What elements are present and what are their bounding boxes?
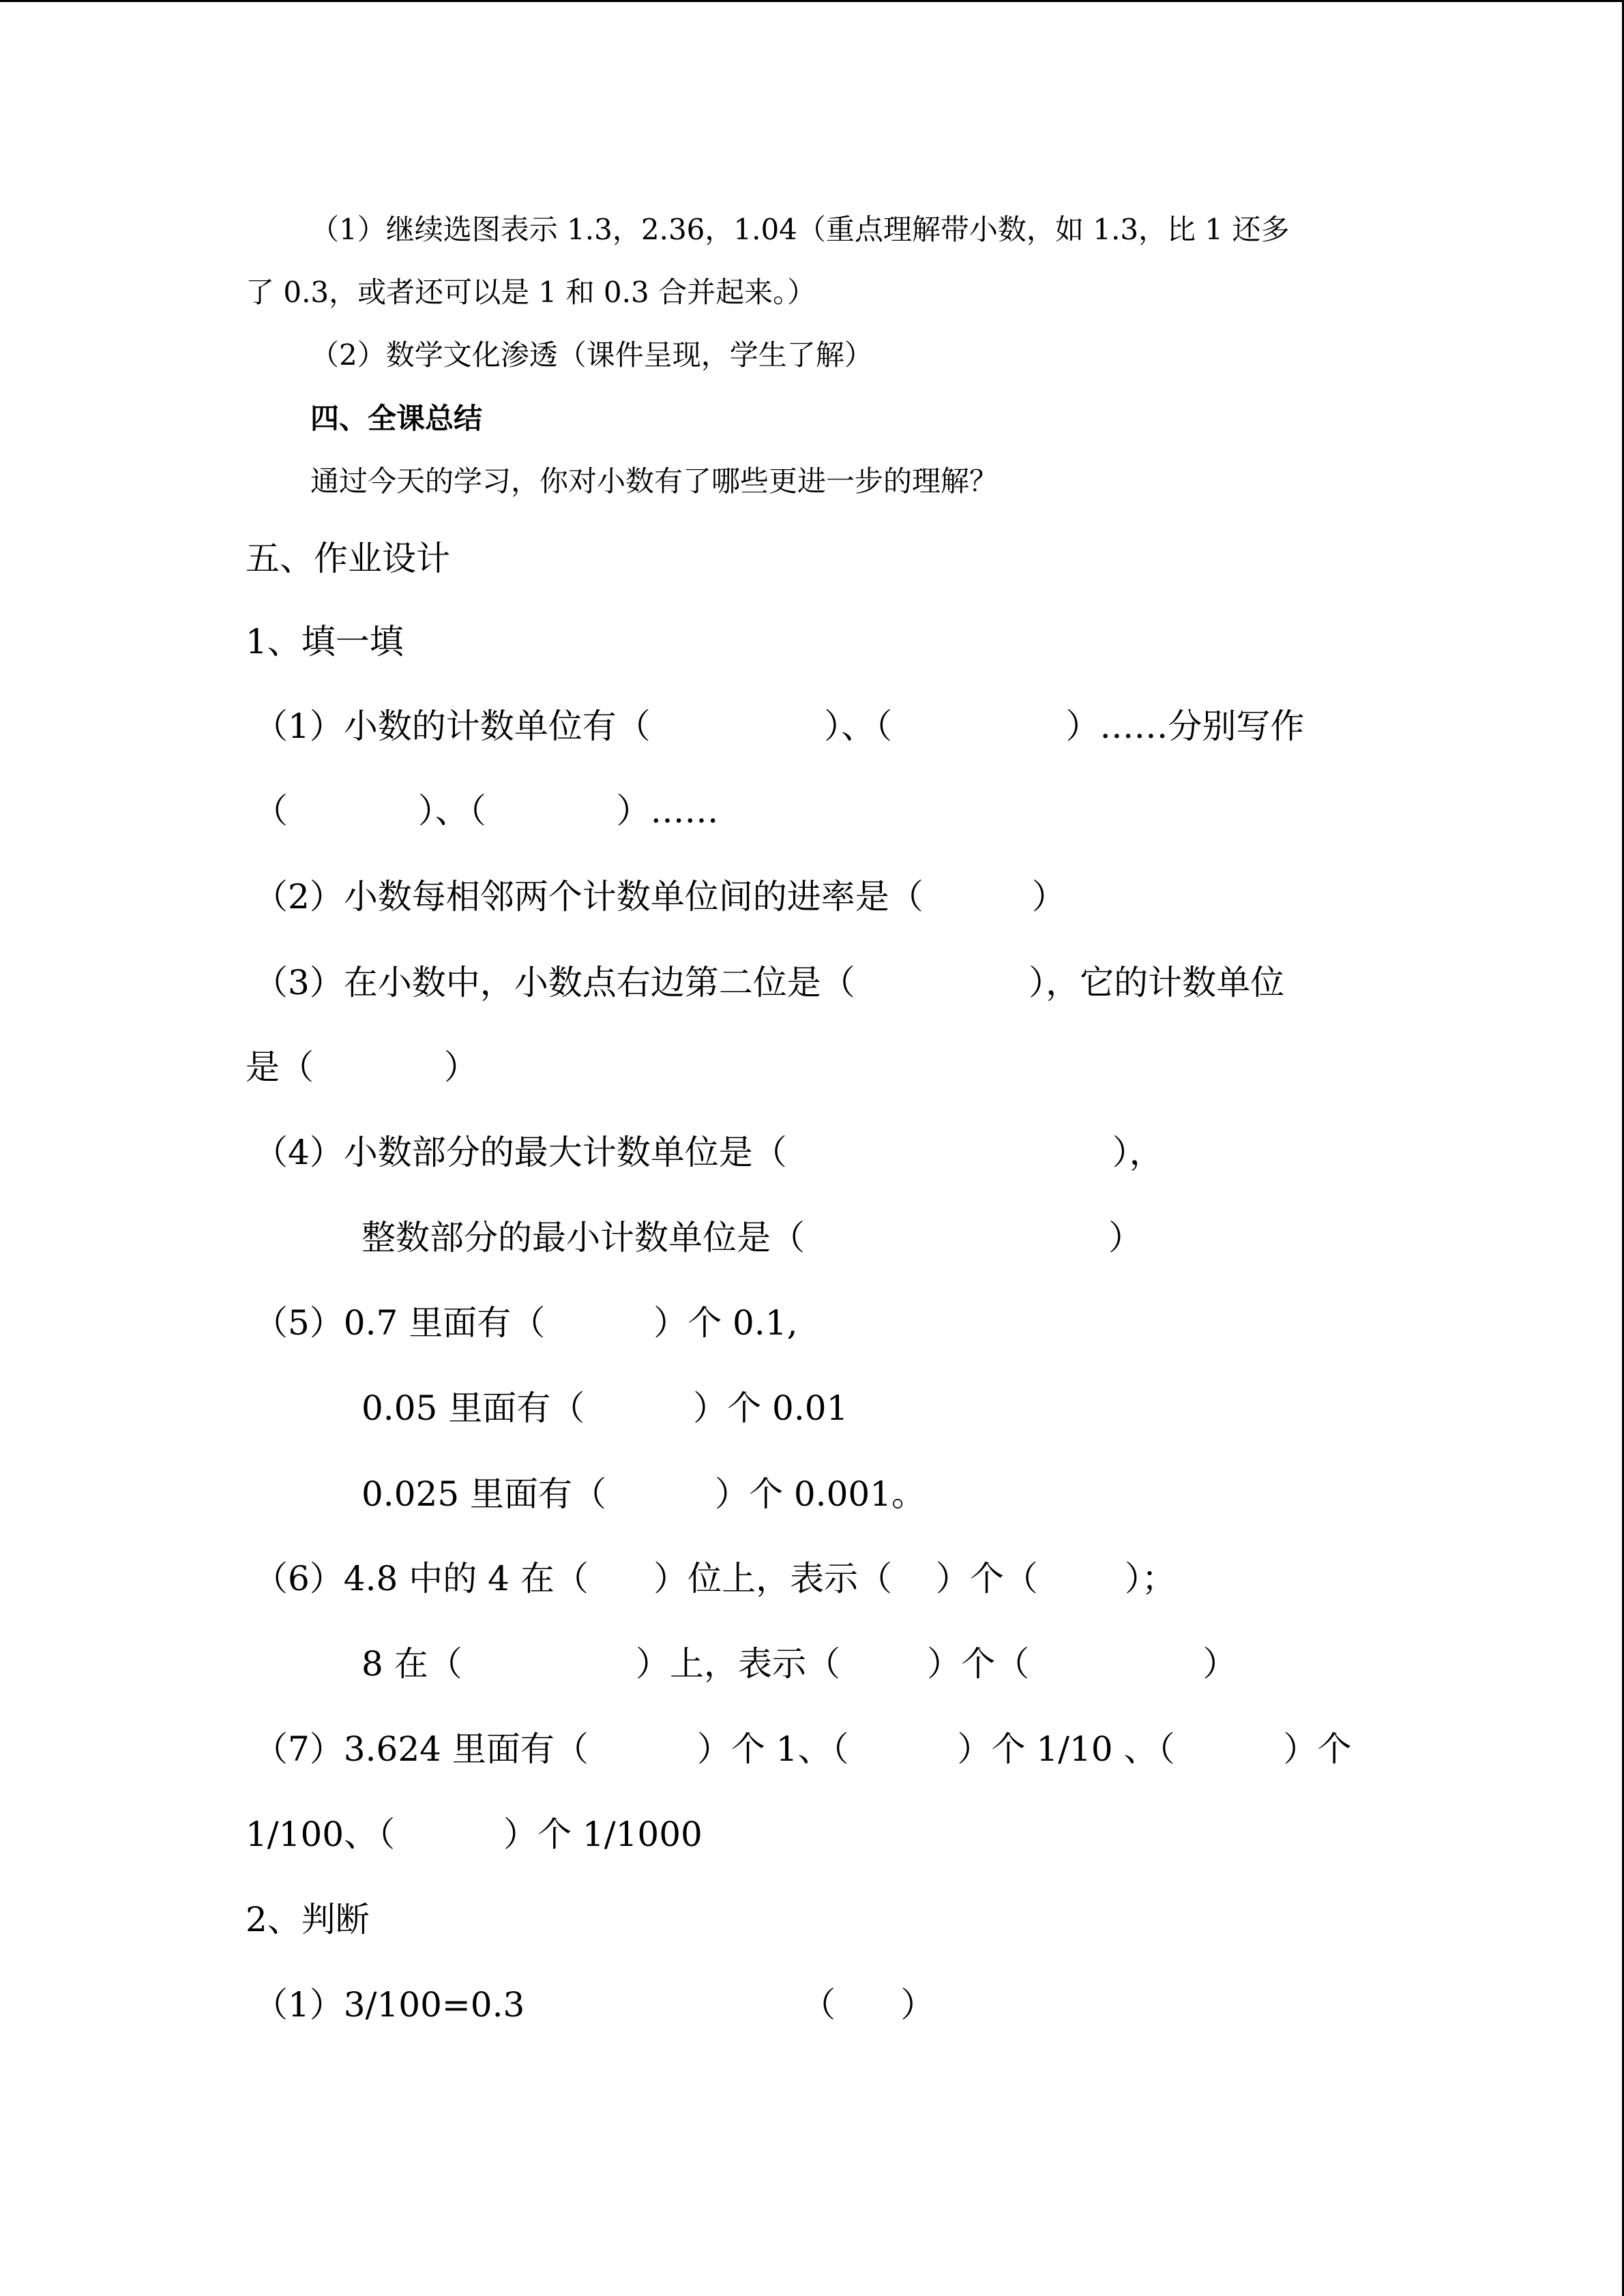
fill-q5-line-2: 0.05 里面有（ ）个 0.01 bbox=[361, 1388, 848, 1428]
summary-text: 通过今天的学习，你对小数有了哪些更进一步的理解？ bbox=[310, 464, 999, 498]
fill-title: 1、填一填 bbox=[246, 622, 404, 661]
lesson-line-1: （1）继续选图表示 1.3，2.36，1.04（重点理解带小数，如 1.3，比 1 还多 bbox=[310, 213, 1290, 246]
fill-q5-line-1: （5）0.7 里面有（ ）个 0.1, bbox=[254, 1303, 798, 1343]
top-border bbox=[0, 0, 1624, 2]
fill-q4-line-1: （4）小数部分的最大计数单位是（ ）， bbox=[254, 1133, 1164, 1172]
fill-q6-line-2: 8 在（ ）上，表示（ ）个（ ） bbox=[361, 1644, 1237, 1684]
lesson-line-3: （2）数学文化渗透（课件呈现，学生了解） bbox=[310, 338, 873, 372]
fill-q6-line-1: （6）4.8 中的 4 在（ ）位上，表示（ ）个（ ）； bbox=[254, 1559, 1176, 1598]
judge-q1: （1）3/100=0.3 bbox=[254, 1985, 525, 2025]
fill-q5-line-3: 0.025 里面有（ ）个 0.001。 bbox=[361, 1474, 926, 1514]
fill-q7-line-2: 1/100、（ ）个 1/1000 bbox=[246, 1815, 703, 1854]
judge-title: 2、判断 bbox=[246, 1900, 370, 1939]
judge-q1-answer-blank: （ ） bbox=[801, 1985, 935, 2025]
lesson-line-2: 了 0.3，或者还可以是 1 和 0.3 合并起来。） bbox=[246, 275, 816, 309]
fill-q3-line-1: （3）在小数中，小数点右边第二位是（ ），它的计数单位 bbox=[254, 963, 1285, 1002]
fill-q1-line-2: （ ）、（ ）…… bbox=[254, 791, 719, 831]
fill-q1-line-1: （1）小数的计数单位有（ ）、（ ）……分别写作 bbox=[254, 706, 1305, 746]
homework-heading: 五、作业设计 bbox=[246, 539, 450, 578]
fill-q4-line-2: 整数部分的最小计数单位是（ ） bbox=[361, 1218, 1143, 1257]
fill-q3-line-2: 是（ ） bbox=[246, 1047, 478, 1087]
fill-q7-line-1: （7）3.624 里面有（ ）个 1、（ ）个 1/10 、（ ）个 bbox=[254, 1729, 1352, 1769]
summary-heading: 四、全课总结 bbox=[310, 402, 483, 435]
fill-q2: （2）小数每相邻两个计数单位间的进率是（ ） bbox=[254, 877, 1066, 916]
